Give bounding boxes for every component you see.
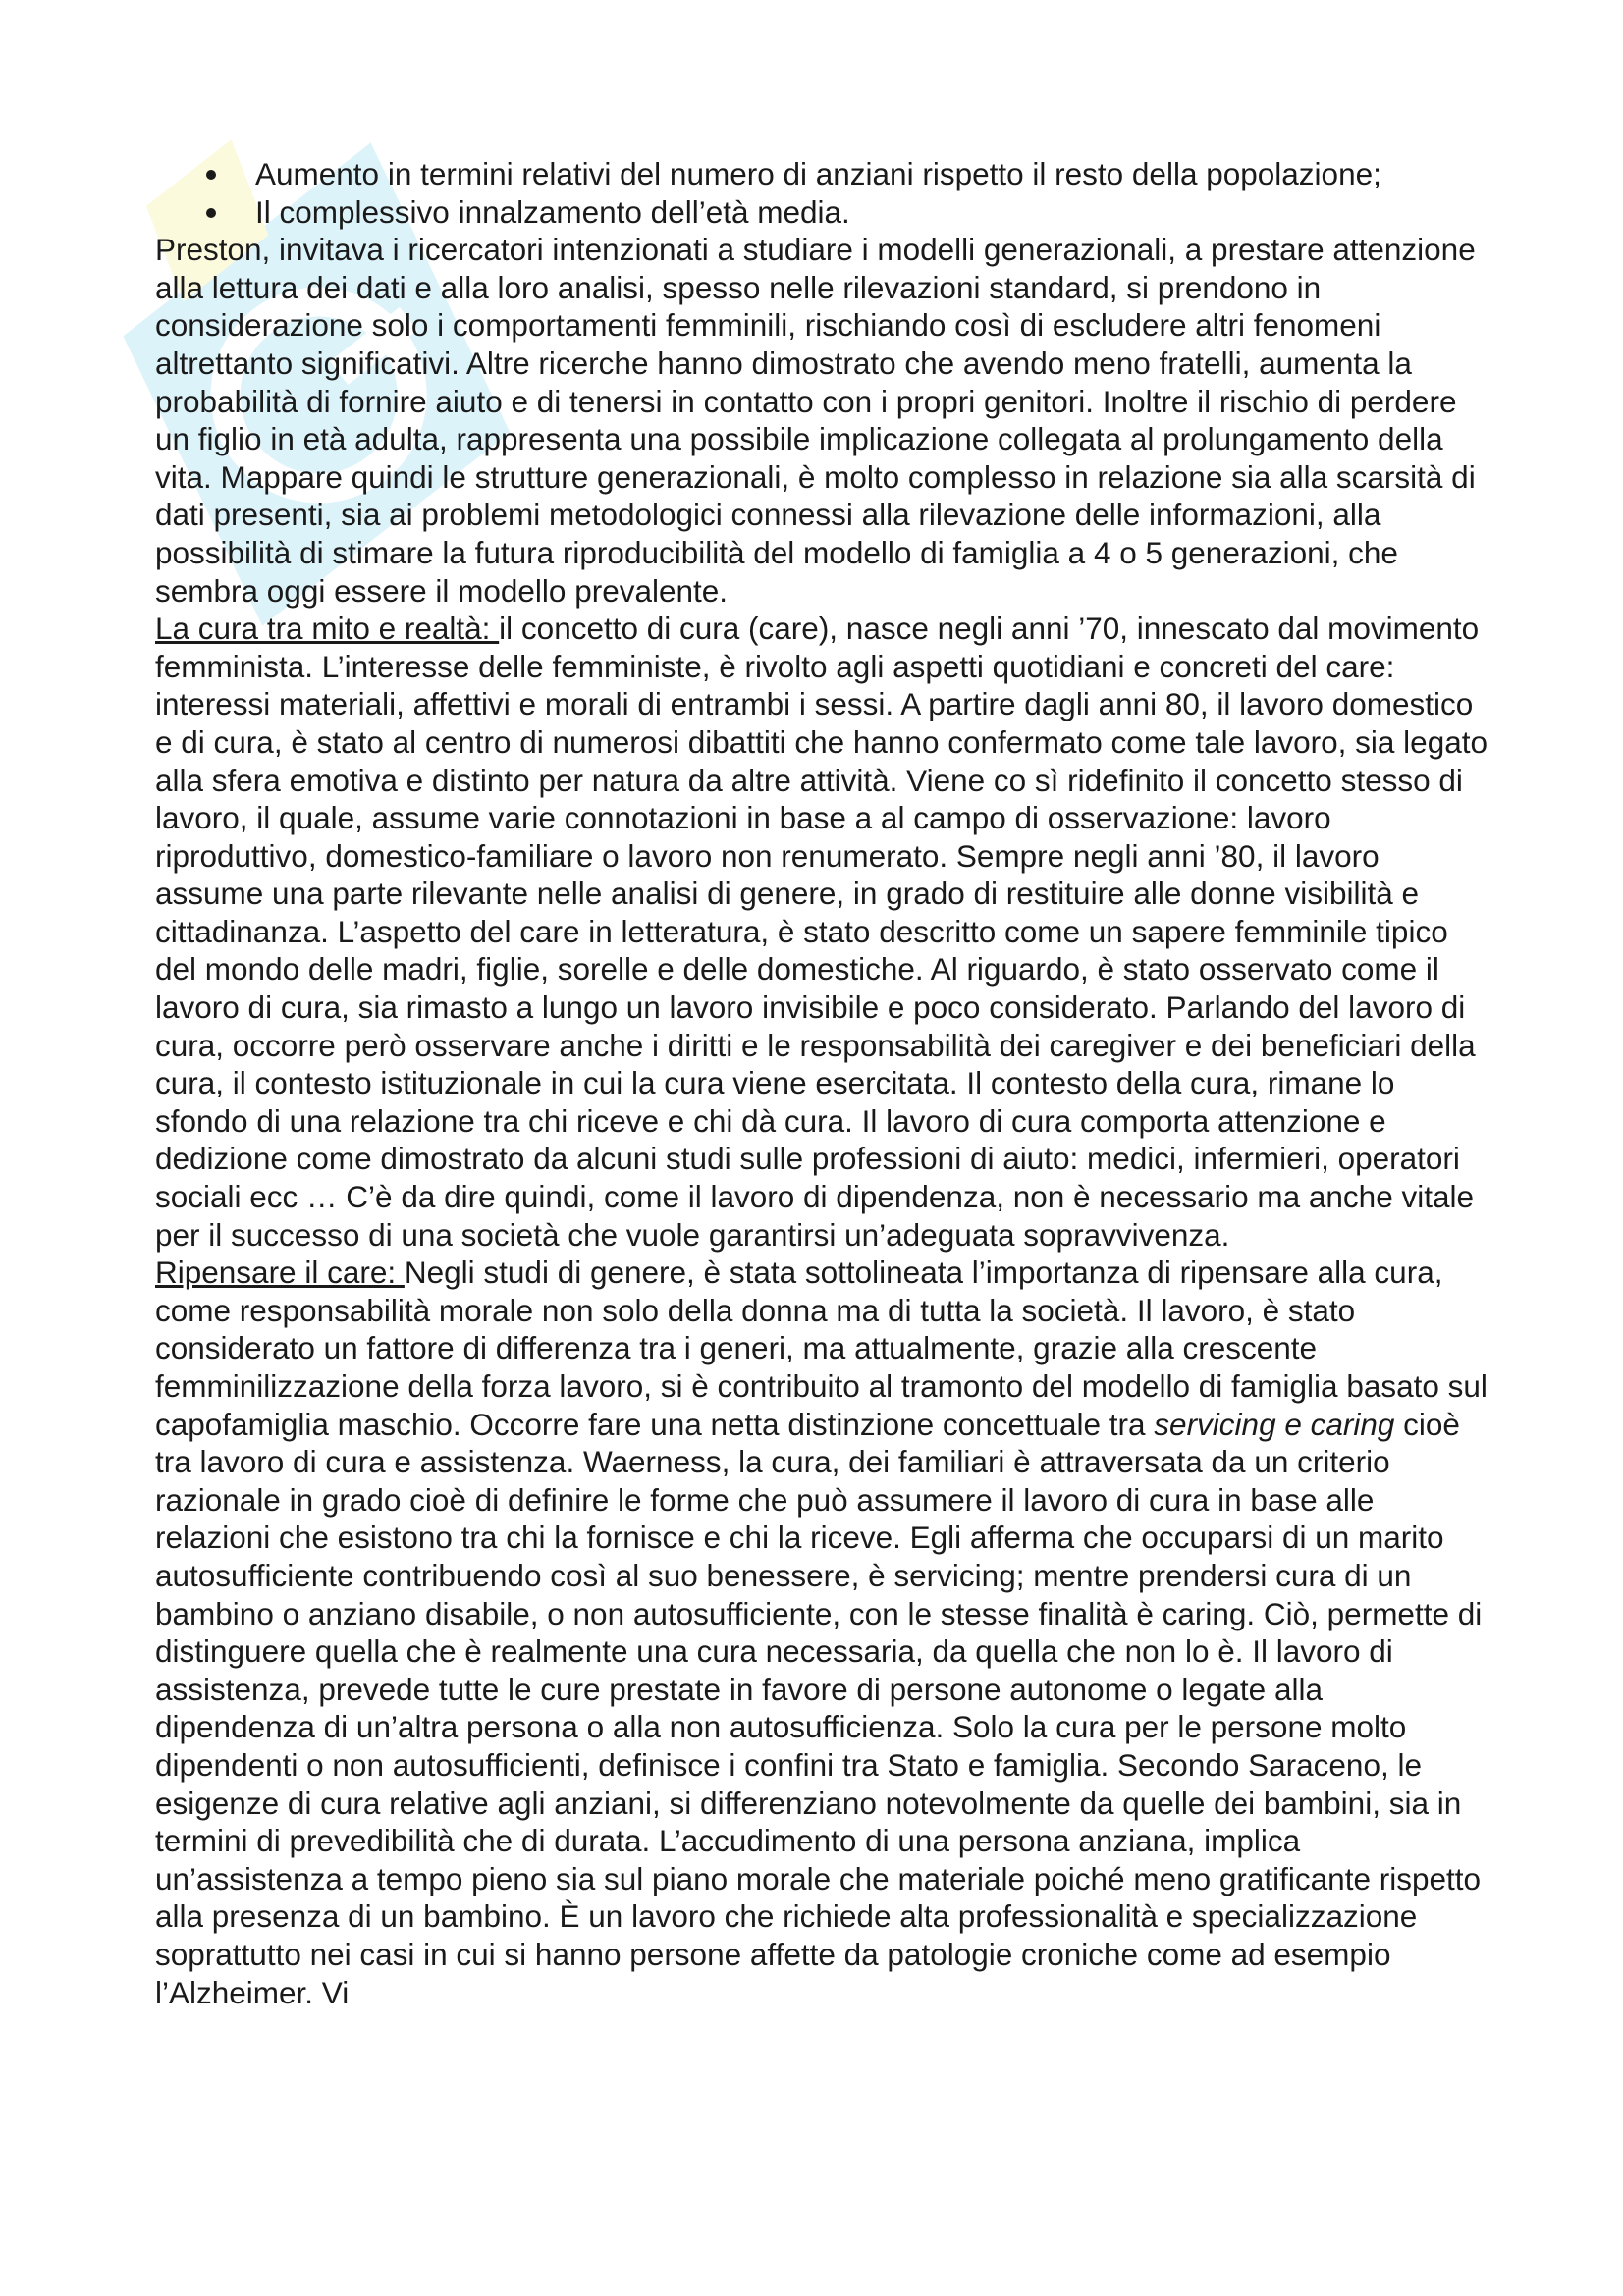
bullet-icon	[206, 170, 216, 180]
list-item	[155, 193, 1490, 232]
list-item	[155, 155, 1490, 193]
section-heading-cura: La cura tra mito e realtà:	[155, 611, 500, 647]
bullet-text: Il complessivo innalzamento dell’età media.	[255, 193, 850, 230]
bullet-list	[155, 155, 1490, 231]
bullet-text: Aumento in termini relativi del numero di anziani rispetto il resto della popolazione;	[255, 156, 1381, 191]
italic-term: servicing e caring	[1154, 1406, 1395, 1442]
section-text-ripensare-part2: cioè tra lavoro di cura e assistenza. Waerness, la cura, dei familiari è attraversata da un criterio razionale in grado cioè di definire le forme che può assumere il lavoro di cura in base alle relazioni che esistono tra chi la fornisce e chi la riceve. Egli afferma che occuparsi di un marito autosufficiente contribuendo così al suo benessere, è servicing; mentre prendersi cura di un bambino o anziano disabile, o non autosufficiente, con le stesse finalità è caring. Ciò, permette di distinguere quella che è realmente una cura necessaria, da quella che non lo è. Il lavoro di assistenza, prevede tutte le cure prestate in favore di persone autonome o legate alla dipendenza di un’altra persona o alla non autosufficienza. Solo la cura per le persone molto dipendenti o non autosufficienti, definisce i confini tra Stato e famiglia. Secondo Saraceno, le esigenze di cura relative agli anziani, si differenziano notevolmente da quelle dei bambini, sia in termini di prevedibilità che di durata. L’accudimento di una persona anziana, implica un’assistenza a tempo pieno sia sul piano morale che materiale poiché meno gratificante rispetto alla presenza di un bambino. È un lavoro che richiede alta professionalità e specializzazione soprattutto nei casi in cui si hanno persone affette da patologie croniche come ad esempio l’Alzheimer. Vi	[155, 1406, 1483, 2010]
paragraph-preston: Preston, invitava i ricercatori intenzionati a studiare i modelli generazionali, a prestare attenzione alla lettura dei dati e alla loro analisi, spesso nelle rilevazioni standard, si prendono in considerazione solo i comportamenti femminili, rischiando così di escludere altri fenomeni altrettanto significativi. Altre ricerche hanno dimostrato che avendo meno fratelli, aumenta la probabilità di fornire aiuto e di tenersi in contatto con i propri genitori. Inoltre il rischio di perdere un figlio in età adulta, rappresenta una possibile implicazione collegata al prolungamento della vita. Mappare quindi le strutture generazionali, è molto complesso in relazione sia alla scarsità di dati presenti, sia ai problemi metodologici connessi alla rilevazione delle informazioni, alla possibilità di stimare la futura riproducibilità del modello di famiglia a 4 o 5 generazioni, che sembra oggi essere il modello prevalente.	[155, 232, 1476, 609]
section-text-ripensare-part1: Negli studi di genere, è stata sottolineata l’importanza di ripensare alla cura, come responsabilità morale non solo della donna ma di tutta la società. Il lavoro, è stato considerato un fattore di differenza tra i generi, ma attualmente, grazie alla crescente femminilizzazione della forza lavoro, si è contribuito al tramonto del modello di famiglia basato sul capofamiglia maschio. Occorre fare una netta distinzione concettuale tra	[155, 1255, 1488, 1442]
paragraph-ripensare	[155, 1254, 1490, 2011]
document-body	[155, 155, 1490, 2011]
section-heading-ripensare: Ripensare il care:	[155, 1255, 405, 1291]
bullet-icon	[206, 208, 216, 218]
section-text-cura: il concetto di cura (care), nasce negli anni ’70, innescato dal movimento femminista. L’interesse delle femministe, è rivolto agli aspetti quotidiani e concreti del care: interessi materiali, affettivi e morali di entrambi i sessi. A partire dagli anni 80, il lavoro domestico e di cura, è stato al centro di numerosi dibattiti che hanno confermato come tale lavoro, sia legato alla sfera emotiva e distinto per natura da altre attività. Viene co sì ridefinito il concetto stesso di lavoro, il quale, assume varie connotazioni in base a al campo di osservazione: lavoro riproduttivo, domestico-familiare o lavoro non renumerato. Sempre negli anni ’80, il lavoro assume una parte rilevante nelle analisi di genere, in grado di restituire alle donne visibilità e cittadinanza. L’aspetto del care in letteratura, è stato descritto come un sapere femminile tipico del mondo delle madri, figlie, sorelle e delle domestiche. Al riguardo, è stato osservato come il lavoro di cura, sia rimasto a lungo un lavoro invisibile e poco considerato. Parlando del lavoro di cura, occorre però osservare anche i diritti e le responsabilità dei caregiver e dei beneficiari della cura, il contesto istituzionale in cui la cura viene esercitata. Il contesto della cura, rimane lo sfondo di una relazione tra chi riceve e chi dà cura. Il lavoro di cura comporta attenzione e dedizione come dimostrato da alcuni studi sulle professioni di aiuto: medici, infermieri, operatori sociali ecc … C’è da dire quindi, come il lavoro di dipendenza, non è necessario ma anche vitale per il successo di una società che vuole garantirsi un’adeguata sopravvivenza.	[155, 611, 1488, 1253]
paragraph-cura	[155, 610, 1490, 1254]
